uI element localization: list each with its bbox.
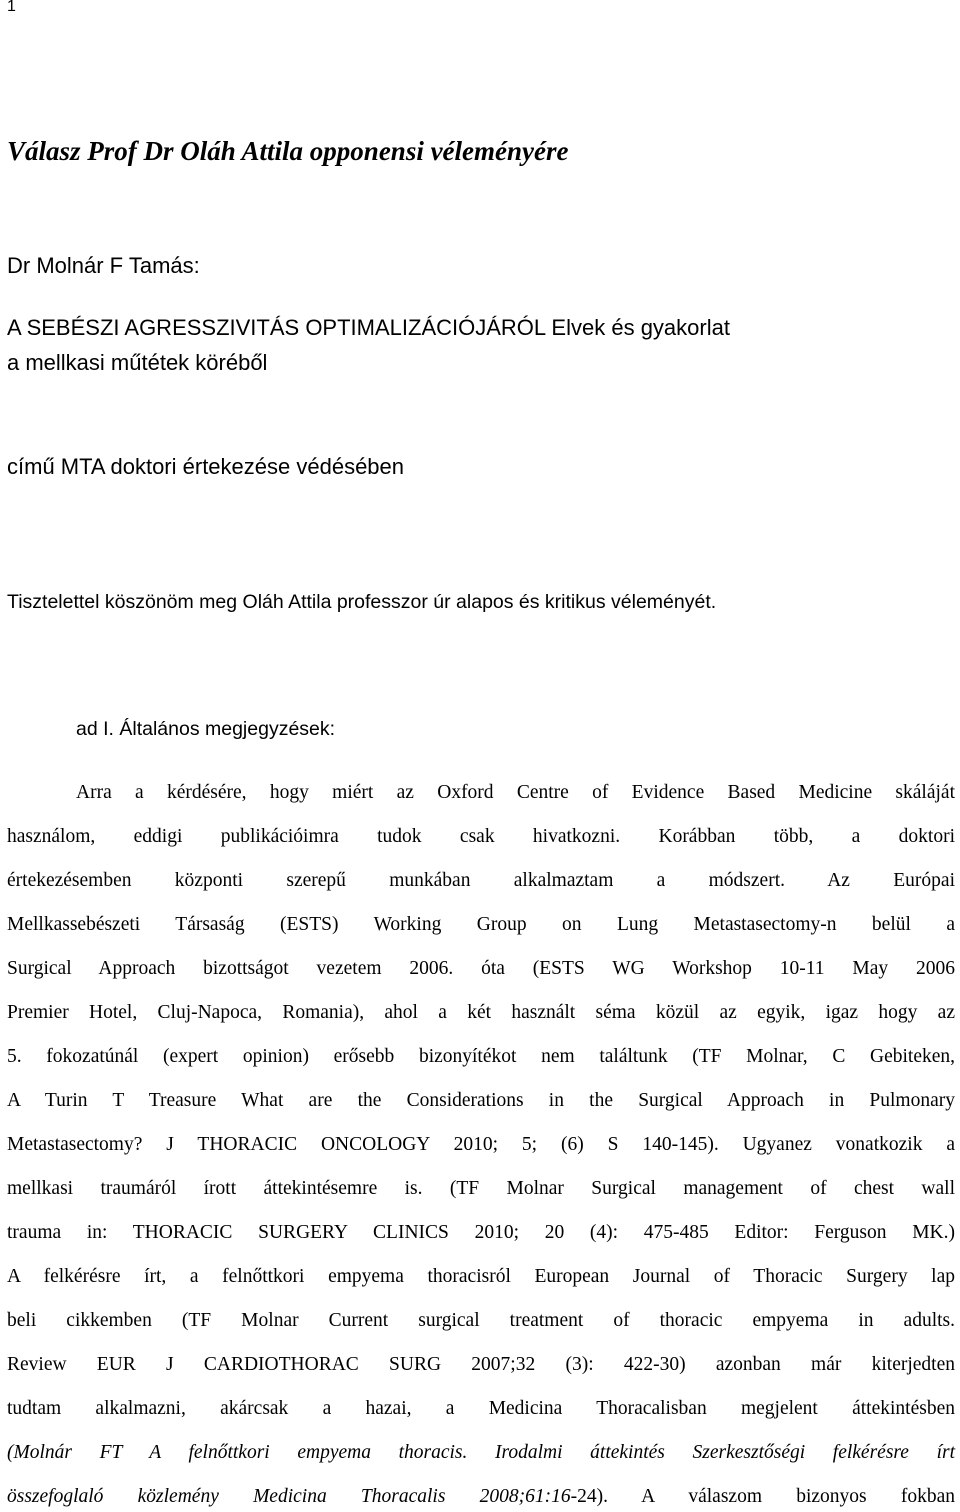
paragraph-line-16: (Molnár FT A felnőttkori empyema thoracis. Irodalmi áttekintés Szerkesztőségi felkérésre írt <box>7 1442 955 1463</box>
paragraph-line-13: beli cikkemben (TF Molnar Current surgical treatment of thoracic empyema in adults. <box>7 1310 955 1331</box>
paragraph-line-5: Surgical Approach bizottságot vezetem 2006. óta (ESTS WG Workshop 10-11 May 2006 <box>7 958 955 979</box>
paragraph-line-15: tudtam alkalmazni, akárcsak a hazai, a Medicina Thoracalisban megjelent áttekintésben <box>7 1398 955 1419</box>
topic-line-2: a mellkasi műtétek köréből <box>7 350 268 375</box>
page-number: 1 <box>7 0 16 15</box>
thanks-sentence: Tisztelettel köszönöm meg Oláh Attila professzor úr alapos és kritikus véleményét. <box>7 591 717 613</box>
paragraph-line-2: használom, eddigi publikációimra tudok csak hivatkozni. Korábban több, a doktori <box>7 826 955 847</box>
paragraph-line-11: trauma in: THORACIC SURGERY CLINICS 2010; 20 (4): 475-485 Editor: Ferguson MK.) <box>7 1222 955 1243</box>
paragraph-line-6: Premier Hotel, Cluj-Napoca, Romania), ahol a két használt séma közül az egyik, igaz hogy az <box>7 1002 955 1023</box>
paragraph-line-12: A felkérésre írt, a felnőttkori empyema thoracisról European Journal of Thoracic Surgery lap <box>7 1266 955 1287</box>
paragraph-line-9: Metastasectomy? J THORACIC ONCOLOGY 2010; 5; (6) S 140-145). Ugyanez vonatkozik a <box>7 1134 955 1155</box>
paragraph-line-8: A Turin T Treasure What are the Considerations in the Surgical Approach in Pulmonary <box>7 1090 955 1111</box>
paragraph-line-1: Arra a kérdésére, hogy miért az Oxford Centre of Evidence Based Medicine skáláját <box>76 782 955 803</box>
paragraph-line-14: Review EUR J CARDIOTHORAC SURG 2007;32 (3): 422-30) azonban már kiterjedten <box>7 1354 955 1375</box>
paragraph-line-17 <box>7 1486 955 1512</box>
paragraph-line-3: értekezésemben központi szerepű munkában alkalmaztam a módszert. Az Európai <box>7 870 955 891</box>
paragraph-line-10: mellkasi traumáról írott áttekintésemre is. (TF Molnar Surgical management of chest wall <box>7 1178 955 1199</box>
author-line: Dr Molnár F Tamás: <box>7 253 200 278</box>
topic-line-1: A SEBÉSZI AGRESSZIVITÁS OPTIMALIZÁCIÓJÁRÓL Elvek és gyakorlat <box>7 315 730 340</box>
paragraph-line-7: 5. fokozatúnál (expert opinion) erősebb bizonyítékot nem találtunk (TF Molnar, C Gebiteken, <box>7 1046 955 1067</box>
citation-italic: összefoglaló közlemény Medicina Thoracalis 2008;61:16 <box>7 1486 571 1507</box>
document-title: Válasz Prof Dr Oláh Attila opponensi véleményére <box>7 136 569 166</box>
section-heading: ad I. Általános megjegyzések: <box>76 718 336 740</box>
paragraph-line-4: Mellkassebészeti Társaság (ESTS) Working Group on Lung Metastasectomy-n belül a <box>7 914 955 935</box>
citation-rest: -24). A válaszom bizonyos fokban <box>570 1486 955 1507</box>
topic-line-3: című MTA doktori értekezése védésében <box>7 454 405 479</box>
